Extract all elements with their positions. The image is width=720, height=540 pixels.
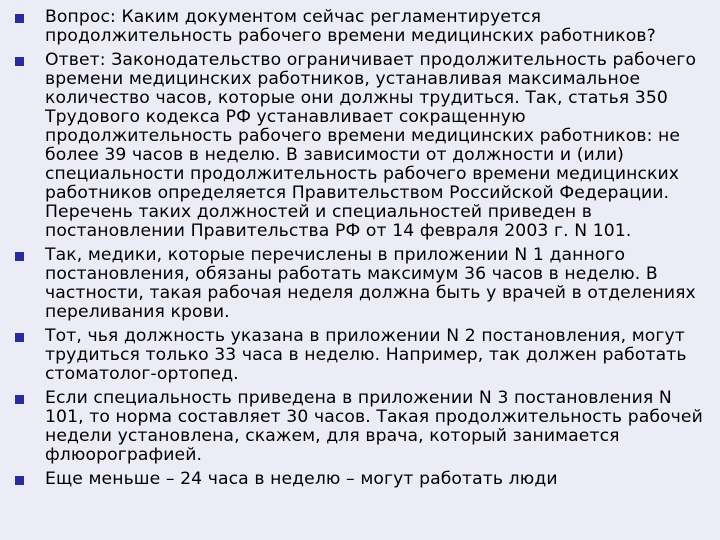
bullet-text: Ответ: Законодательство ограничивает продолжительность рабочего времени медицинских работников, устанавливая максимальное количество часов, которые они должны трудиться. Так, статья 350 Трудового кодекса РФ устанавливает сокращенную продолжительность рабочего времени медицинских работников: не более 39 часов в неделю. В зависимости от должности и (или) специальности продолжительность рабочего времени медицинских работников определяется Правительством Российской Федерации. Перечень таких должностей и специальностей приведен в постановлении Правительства РФ от 14 февраля 2003 г. N 101. bbox=[45, 50, 697, 241]
bullet-square-icon bbox=[15, 333, 24, 342]
bullet-item-24-hours bbox=[0, 470, 720, 489]
bullet-text: Тот, чья должность указана в приложении N 2 постановления, могут трудиться только 33 часа в неделю. Например, так должен работать стоматолог-ортопед. bbox=[45, 326, 687, 384]
bullet-item-33-hours bbox=[0, 327, 720, 384]
bullet-item-question bbox=[0, 8, 720, 46]
bullet-item-36-hours bbox=[0, 246, 720, 322]
bullet-item-30-hours bbox=[0, 389, 720, 465]
bullet-square-icon bbox=[15, 395, 24, 404]
bullet-text: Так, медики, которые перечислены в приложении N 1 данного постановления, обязаны работать максимум 36 часов в неделю. В частности, такая рабочая неделя должна быть у врачей в отделениях переливания крови. bbox=[45, 245, 696, 322]
bullet-square-icon bbox=[15, 14, 24, 23]
bullet-square-icon bbox=[15, 476, 24, 485]
bullet-square-icon bbox=[15, 57, 24, 66]
bullet-item-answer bbox=[0, 51, 720, 241]
bullet-text: Вопрос: Каким документом сейчас регламентируется продолжительность рабочего времени медицинских работников? bbox=[45, 7, 656, 46]
bullet-list bbox=[0, 8, 720, 494]
bullet-square-icon bbox=[15, 252, 24, 261]
bullet-text: Если специальность приведена в приложении N 3 постановления N 101, то норма составляет 30 часов. Такая продолжительность рабочей недели установлена, скажем, для врача, который занимается флюорографией. bbox=[45, 388, 703, 465]
bullet-text: Еще меньше – 24 часа в неделю – могут работать люди bbox=[45, 469, 558, 489]
